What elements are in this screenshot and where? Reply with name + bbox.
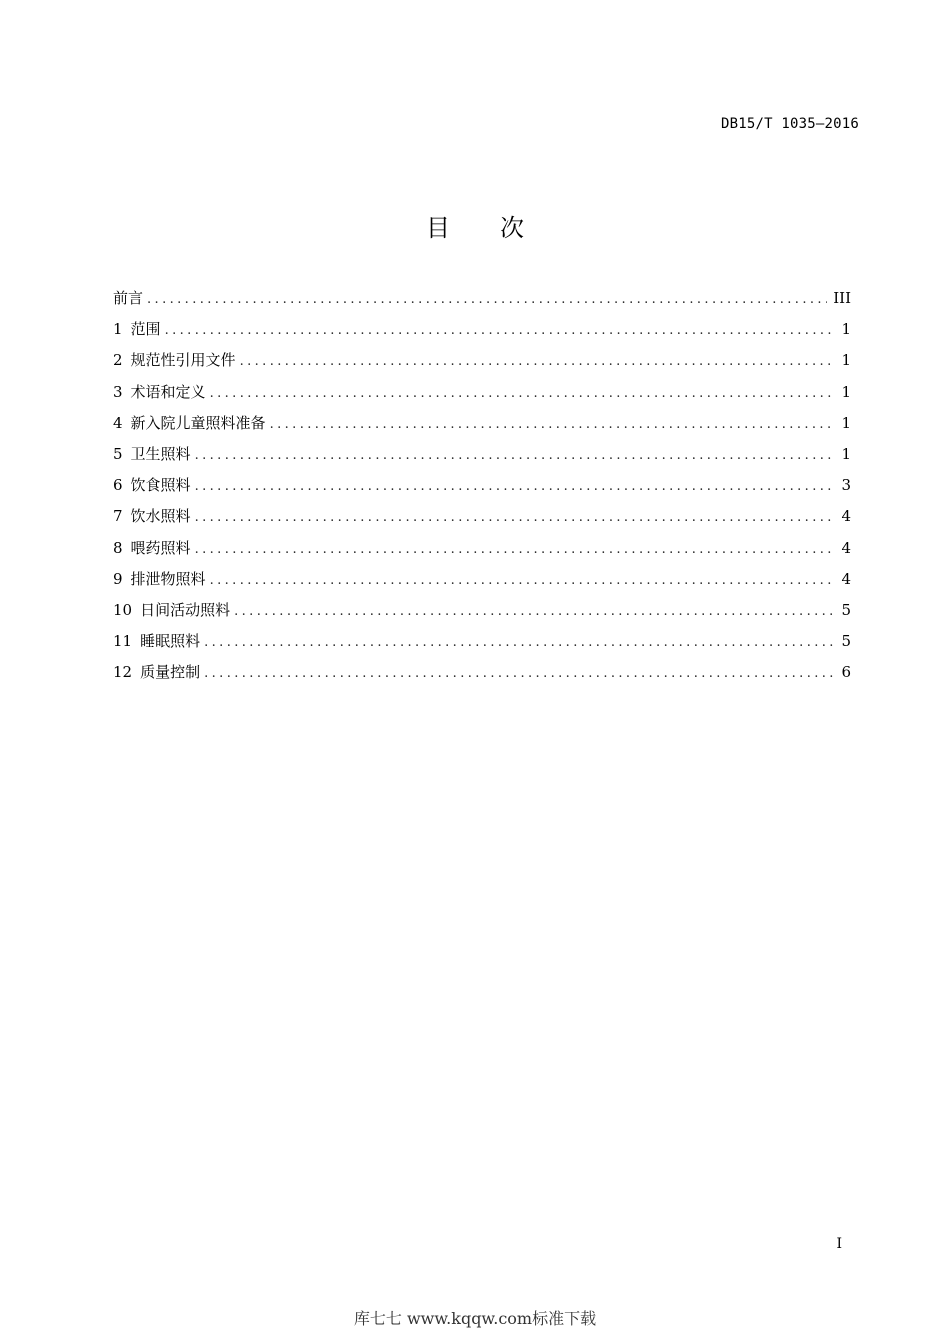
toc-title-char-2: 次 bbox=[500, 214, 524, 242]
toc-title bbox=[0, 208, 950, 243]
toc-leader-dots bbox=[147, 289, 827, 311]
toc-entry-label: 卫生照料 bbox=[130, 444, 191, 463]
toc-leader-dots bbox=[204, 632, 835, 654]
toc-entry-label: 规范性引用文件 bbox=[130, 351, 236, 370]
page-number: I bbox=[836, 1236, 842, 1252]
toc-entry-label: 范围 bbox=[130, 320, 161, 339]
toc-entry-label: 日间活动照料 bbox=[140, 600, 231, 619]
toc-entry-page: 5 bbox=[841, 600, 851, 619]
toc-leader-dots bbox=[204, 663, 835, 685]
toc-leader-dots bbox=[210, 383, 835, 405]
toc-entry-label: 术语和定义 bbox=[130, 382, 206, 401]
toc-entry-page: III bbox=[833, 289, 851, 307]
toc-entry-label: 排泄物照料 bbox=[130, 569, 206, 588]
toc-entry-label: 饮食照料 bbox=[130, 476, 191, 495]
toc-entry-number: 5 bbox=[113, 444, 123, 463]
toc-entry-number: 1 bbox=[113, 320, 123, 339]
toc-entry-label: 饮水照料 bbox=[130, 507, 191, 526]
toc-entry-1[interactable] bbox=[113, 318, 851, 349]
toc-entry-label: 质量控制 bbox=[140, 663, 201, 682]
toc-leader-dots bbox=[240, 351, 835, 373]
toc-entry-page: 3 bbox=[841, 476, 851, 495]
toc-entry-label: 睡眠照料 bbox=[140, 632, 201, 651]
toc-entry-3[interactable] bbox=[113, 381, 851, 412]
toc-entry-12[interactable] bbox=[113, 661, 851, 692]
toc-leader-dots bbox=[165, 320, 835, 342]
toc-entry-6[interactable] bbox=[113, 474, 851, 505]
toc-entry-page: 1 bbox=[841, 320, 851, 339]
toc-entry-foreword[interactable] bbox=[113, 287, 851, 318]
toc-leader-dots bbox=[270, 414, 835, 436]
toc-leader-dots bbox=[210, 570, 835, 592]
toc-leader-dots bbox=[195, 476, 835, 498]
toc-entry-number: 9 bbox=[113, 569, 123, 588]
toc-entry-page: 6 bbox=[841, 663, 851, 682]
toc-entry-10[interactable] bbox=[113, 599, 851, 630]
toc-entry-9[interactable] bbox=[113, 568, 851, 599]
toc-entry-page: 1 bbox=[841, 413, 851, 432]
toc-entry-page: 4 bbox=[841, 538, 851, 557]
toc-leader-dots bbox=[195, 445, 835, 467]
toc-entry-number: 3 bbox=[113, 382, 123, 401]
document-code: DB15/T 1035—2016 bbox=[720, 116, 859, 132]
toc-entry-number: 10 bbox=[113, 600, 133, 619]
toc-entry-number: 8 bbox=[113, 538, 123, 557]
toc-entry-label: 前言 bbox=[113, 289, 144, 307]
toc-leader-dots bbox=[234, 601, 835, 623]
toc-entry-4[interactable] bbox=[113, 412, 851, 443]
toc-entry-number: 4 bbox=[113, 413, 123, 432]
toc-entry-page: 4 bbox=[841, 569, 851, 588]
toc-title-char-1: 目 bbox=[426, 214, 450, 242]
toc-entry-label: 新入院儿童照料准备 bbox=[130, 413, 266, 432]
toc-entry-page: 4 bbox=[841, 507, 851, 526]
toc-leader-dots bbox=[195, 507, 835, 529]
footer-watermark-text: 库七七 www.kqqw.com标准下载 bbox=[353, 1309, 597, 1328]
toc-entry-number: 11 bbox=[113, 632, 133, 651]
toc-entry-number: 7 bbox=[113, 507, 123, 526]
toc-list bbox=[113, 287, 851, 692]
toc-entry-number: 2 bbox=[113, 351, 123, 370]
toc-leader-dots bbox=[195, 539, 835, 561]
toc-entry-label: 喂药照料 bbox=[130, 538, 191, 557]
toc-entry-7[interactable] bbox=[113, 505, 851, 536]
toc-entry-number: 6 bbox=[113, 476, 123, 495]
toc-entry-5[interactable] bbox=[113, 443, 851, 474]
toc-entry-11[interactable] bbox=[113, 630, 851, 661]
toc-entry-page: 1 bbox=[841, 351, 851, 370]
toc-entry-number: 12 bbox=[113, 663, 133, 682]
toc-entry-8[interactable] bbox=[113, 537, 851, 568]
toc-entry-page: 1 bbox=[841, 382, 851, 401]
toc-entry-2[interactable] bbox=[113, 349, 851, 380]
toc-entry-page: 1 bbox=[841, 444, 851, 463]
toc-entry-page: 5 bbox=[841, 632, 851, 651]
